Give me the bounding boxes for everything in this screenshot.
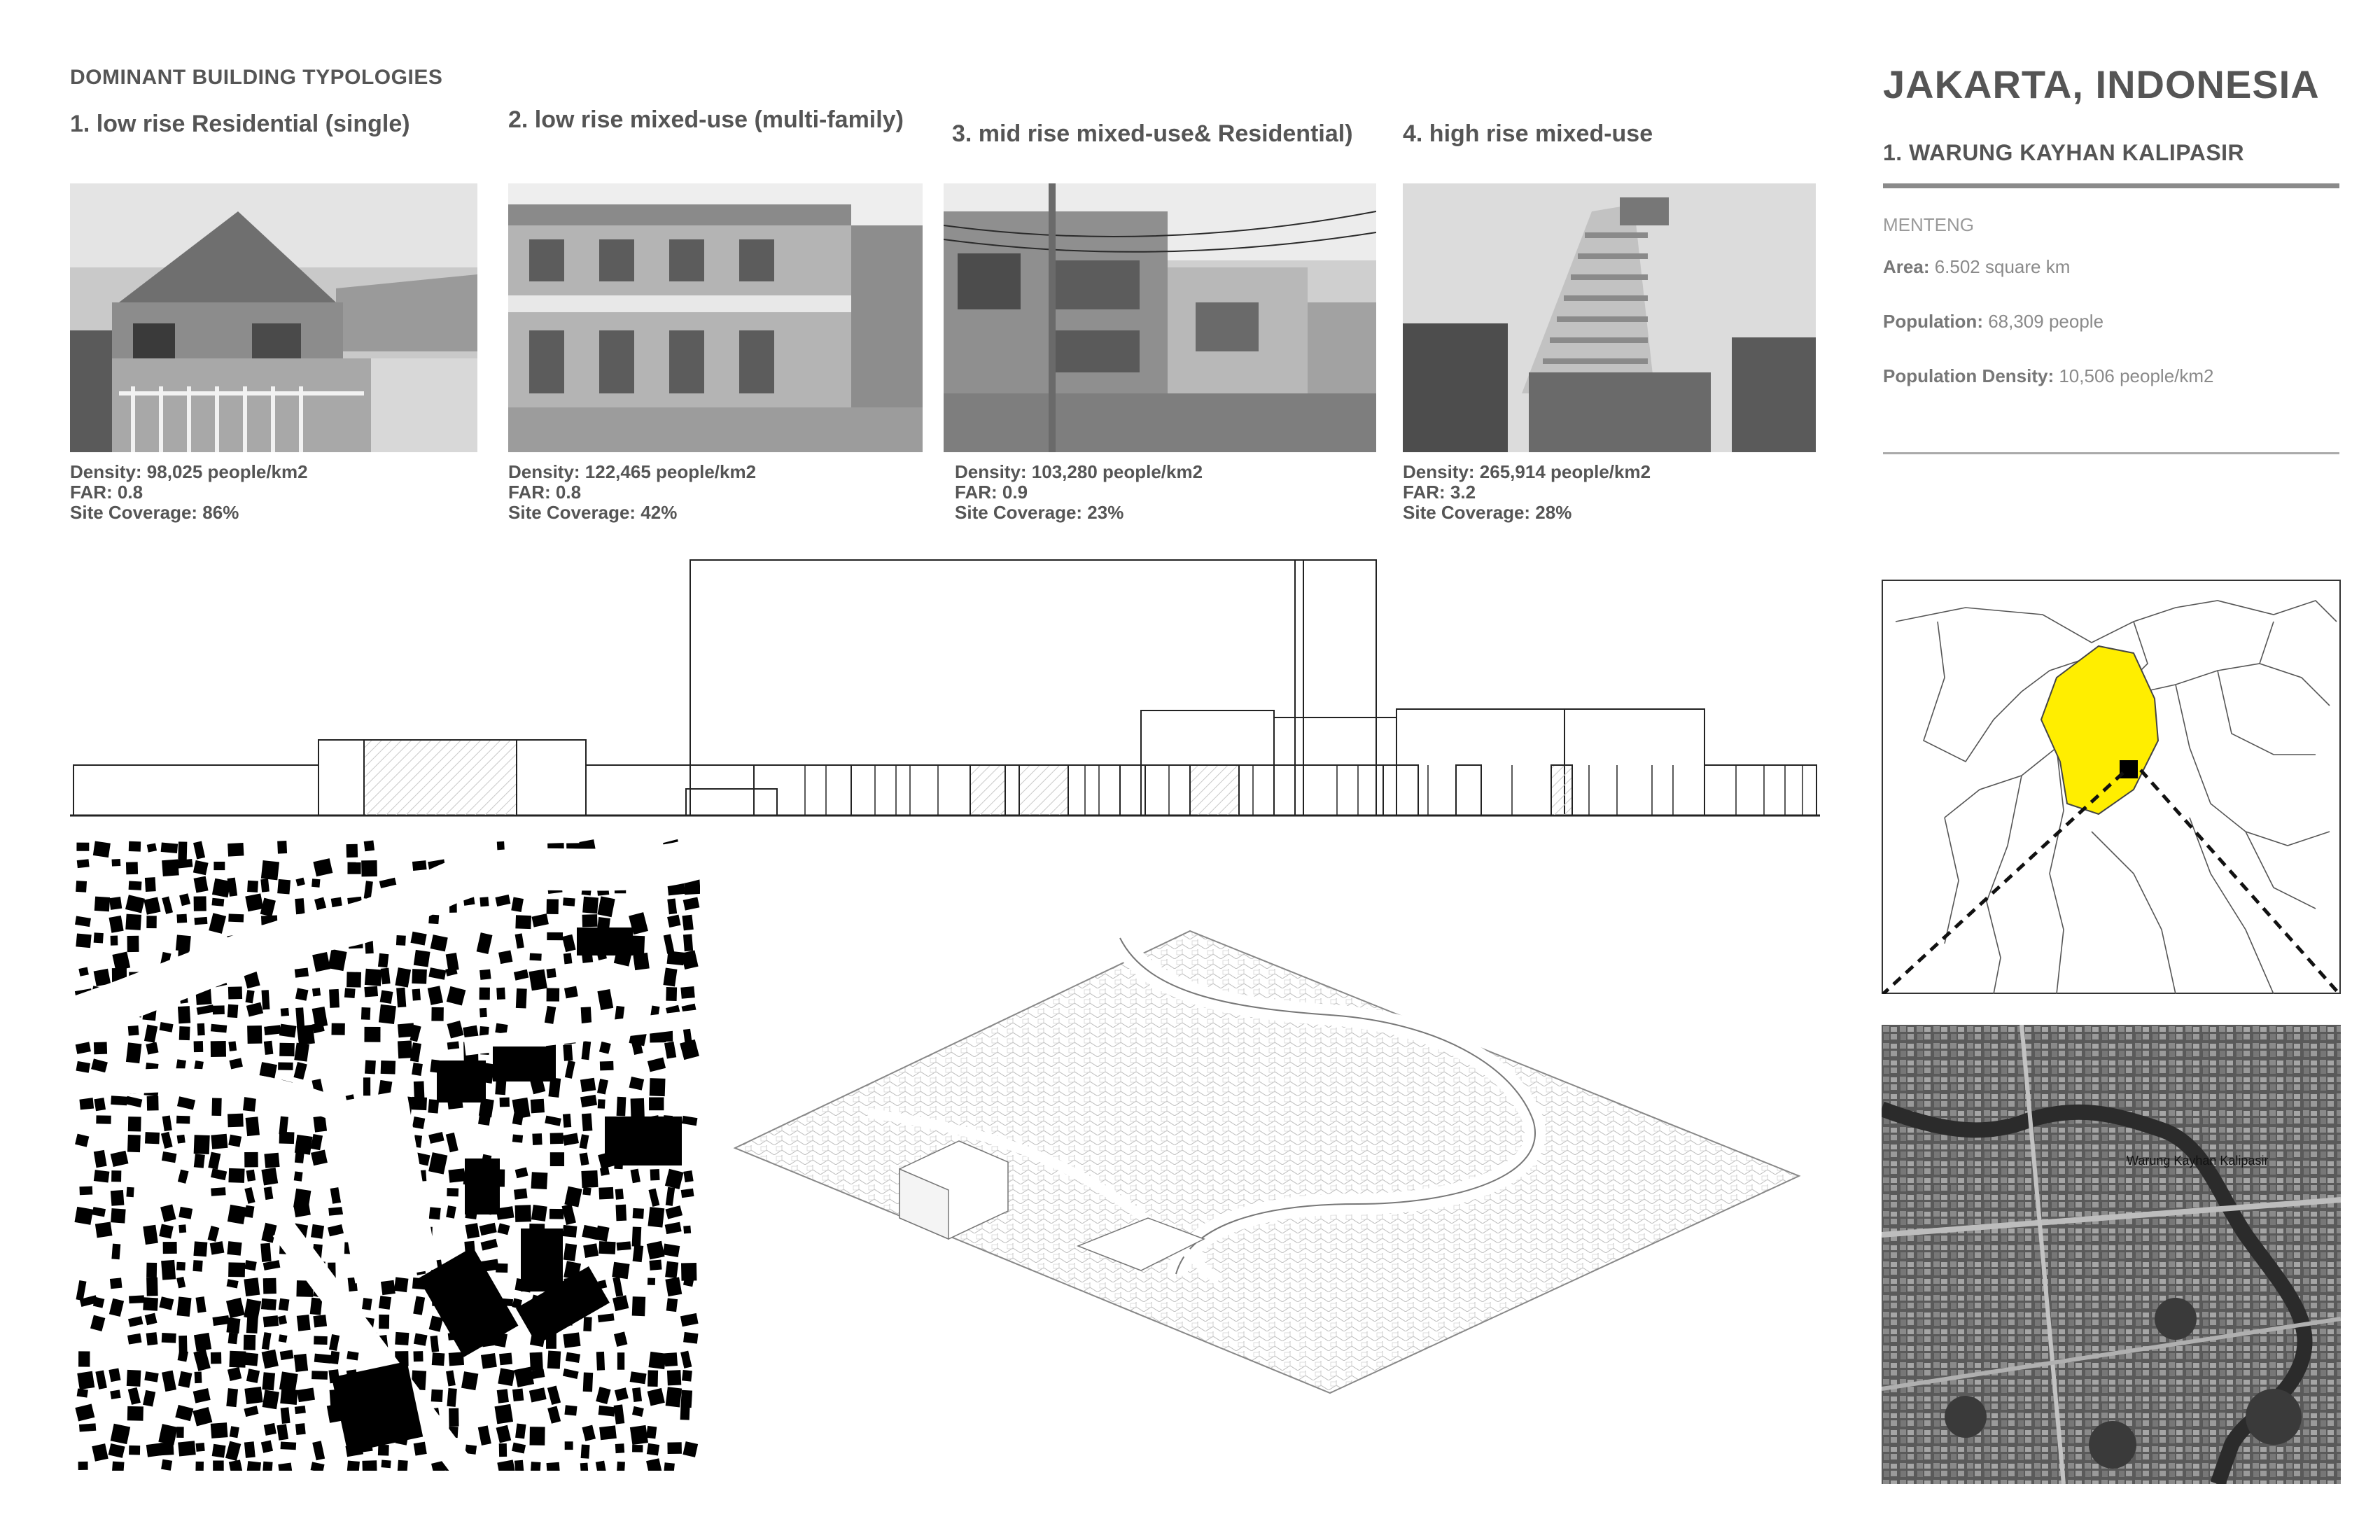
- typology-1-far: FAR: 0.8: [70, 482, 144, 503]
- typology-4-photo: [1403, 183, 1816, 452]
- typology-1-coverage: Site Coverage: 86%: [70, 502, 239, 523]
- typology-2-photo: [508, 183, 923, 452]
- typology-2-stats: [508, 462, 756, 523]
- density-label: Population Density:: [1883, 365, 2054, 386]
- population-value: 68,309 people: [1982, 311, 2104, 332]
- density-value: 10,506 people/km2: [2054, 365, 2214, 386]
- population-stat: [1883, 311, 2104, 332]
- area-label: Area:: [1883, 256, 1930, 277]
- thin-divider: [1883, 452, 2339, 454]
- typology-4-density: Density: 265,914 people/km2: [1403, 461, 1651, 482]
- area-stat: [1883, 256, 2070, 278]
- city-title: JAKARTA, INDONESIA: [1883, 62, 2320, 106]
- typology-3-photo: [944, 183, 1376, 452]
- typology-1-stats: [70, 462, 308, 523]
- typology-3-density: Density: 103,280 people/km2: [955, 461, 1203, 482]
- figure-ground-map: [73, 836, 700, 1471]
- typology-1-density: Density: 98,025 people/km2: [70, 461, 308, 482]
- site-title: 1. WARUNG KAYHAN KALIPASIR: [1883, 140, 2245, 165]
- typology-2-far: FAR: 0.8: [508, 482, 582, 503]
- section-title: DOMINANT BUILDING TYPOLOGIES: [70, 66, 443, 89]
- typology-1-photo: [70, 183, 477, 452]
- typology-2-density: Density: 122,465 people/km2: [508, 461, 757, 482]
- typology-1-title: 1. low rise Residential (single): [70, 111, 410, 137]
- satellite-label: Warung Kayhan Kalipasir: [2127, 1154, 2269, 1168]
- street-elevation: [70, 556, 1820, 822]
- typology-4-title: 4. high rise mixed-use: [1403, 120, 1653, 147]
- typology-4-stats: [1403, 462, 1651, 523]
- typology-3-stats: [955, 462, 1203, 523]
- typology-2-coverage: Site Coverage: 42%: [508, 502, 678, 523]
- satellite-photo: [1882, 1025, 2341, 1484]
- thick-divider: [1883, 183, 2339, 188]
- district-map: [1882, 580, 2341, 994]
- typology-4-coverage: Site Coverage: 28%: [1403, 502, 1572, 523]
- typology-4-far: FAR: 3.2: [1403, 482, 1476, 503]
- typology-2-title: 2. low rise mixed-use (multi-family): [508, 106, 904, 133]
- density-stat: [1883, 365, 2214, 387]
- area-value: 6.502 square km: [1929, 256, 2071, 277]
- population-label: Population:: [1883, 311, 1983, 332]
- district-name: MENTENG: [1883, 214, 1974, 235]
- typology-3-coverage: Site Coverage: 23%: [955, 502, 1124, 523]
- typology-3-title: 3. mid rise mixed-use& Residential): [952, 120, 1353, 147]
- isometric-massing: [728, 910, 1806, 1400]
- typology-3-far: FAR: 0.9: [955, 482, 1028, 503]
